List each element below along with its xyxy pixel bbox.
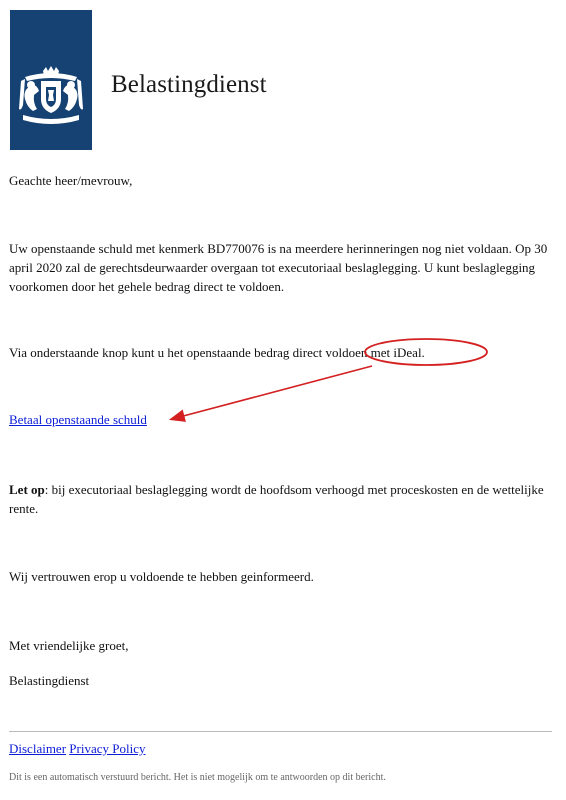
debt-paragraph: Uw openstaande schuld met kenmerk BD770076 is na meerdere herinneringen nog niet voldaan. Op 30 april 2020 zal de gerechtsdeurwaarder overgaan tot executoriaal beslaglegging. U kunt beslaglegging voorkomen door het gehele bedrag direct te voldoen.	[9, 241, 548, 294]
warning-paragraph	[9, 480, 559, 518]
footer-note: Dit is een automatisch verstuurd bericht. Het is niet mogelijk om te antwoorden op dit bericht.	[9, 772, 386, 783]
pay-debt-link[interactable]: Betaal openstaande schuld	[9, 412, 147, 427]
warning-label: Let op	[9, 482, 45, 497]
logo-block	[10, 10, 92, 150]
footer-divider	[9, 731, 552, 732]
footer-links	[9, 740, 145, 758]
signature-text: Belastingdienst	[9, 673, 90, 688]
annotation-arrow	[172, 366, 372, 419]
privacy-policy-link[interactable]: Privacy Policy	[69, 741, 146, 756]
trust-paragraph: Wij vertrouwen erop u voldoende te hebben geinformeerd.	[9, 569, 314, 584]
brand-name: Belastingdienst	[111, 71, 267, 98]
disclaimer-link[interactable]: Disclaimer	[9, 741, 67, 756]
ideal-paragraph: Via onderstaande knop kunt u het openstaande bedrag direct voldoen met iDeal.	[9, 345, 425, 360]
coat-of-arms-icon	[17, 65, 85, 129]
warning-text: : bij executoriaal beslaglegging wordt de hoofdsom verhoogd met proceskosten en de wettelijke rente.	[9, 482, 544, 516]
closing-text: Met vriendelijke groet,	[9, 638, 129, 653]
greeting: Geachte heer/mevrouw,	[9, 173, 133, 188]
